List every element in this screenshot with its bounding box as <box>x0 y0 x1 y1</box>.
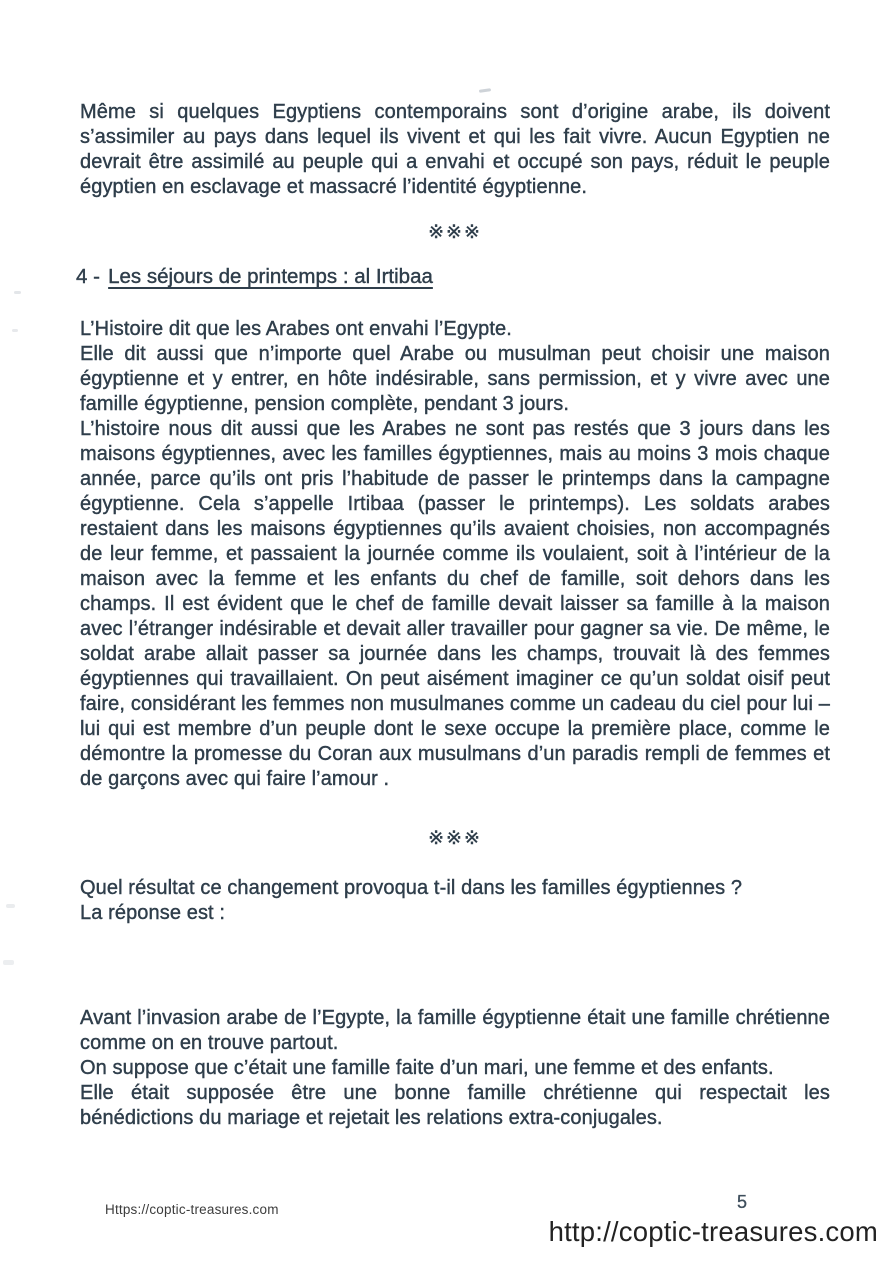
body-paragraph: L’Histoire dit que les Arabes ont envahi l’Egypte. <box>80 318 512 340</box>
answer-block <box>80 1006 830 1131</box>
intro-paragraph-block <box>80 100 830 200</box>
scan-artifact <box>14 291 21 294</box>
question-block <box>80 876 830 926</box>
section-number: 4 - <box>76 265 100 288</box>
section-title: Les séjours de printemps : al Irtibaa <box>108 265 433 288</box>
scan-artifact <box>3 960 14 965</box>
footer-watermark-url: Https://coptic-treasures.com <box>105 1202 279 1217</box>
footer-site-url: http://coptic-treasures.com <box>548 1216 878 1247</box>
body-paragraph: Elle dit aussi que n’importe quel Arabe ou musulman peut choisir une maison égyptienne et y entrer, en hôte indésirable, sans permission, et y vivre avec une famille égyptienne, pension complète, pendant 3 jours. <box>80 343 830 415</box>
answer-paragraph: On suppose que c’était une famille faite d’un mari, une femme et des enfants. <box>80 1057 774 1079</box>
scan-artifact <box>12 329 18 332</box>
scan-artifact <box>479 88 491 93</box>
intro-paragraph: Même si quelques Egyptiens contemporains sont d’origine arabe, ils doivent s’assimiler au pays dans lequel ils vivent et qui les fait vivre. Aucun Egyptien ne devrait être assimilé au peuple qui a envahi et occupé son pays, réduit le peuple égyptien en esclavage et massacré l’identité égyptienne. <box>80 101 830 198</box>
question-line: Quel résultat ce changement provoqua t-il dans les familles égyptiennes ? <box>80 877 743 899</box>
page-number: 5 <box>737 1192 748 1212</box>
answer-paragraph: Avant l’invasion arabe de l’Egypte, la famille égyptienne était une famille chrétienne comme on en trouve partout. <box>80 1007 830 1054</box>
scan-artifact <box>6 904 15 908</box>
section-separator: ※※※ <box>428 222 482 243</box>
body-paragraph: L’histoire nous dit aussi que les Arabes ne sont pas restés que 3 jours dans les maisons égyptiennes, avec les familles égyptiennes, mais au moins 3 mois chaque année, parce qu’ils ont pris l’habitude de passer le printemps dans la campagne égyptienne. Cela s’appelle Irtibaa (passer le printemps). Les soldats arabes restaient dans les maisons égyptiennes qu’ils avaient choisies, non accompagnés de leur femme, et passaient la journée comme ils voulaient, soit à l’intérieur de la maison avec la femme et les enfants du chef de famille, soit dehors dans les champs. Il est évident que le chef de famille devait laisser sa famille à la maison avec l’étranger indésirable et devait aller travailler pour gagner sa vie. De même, le soldat arabe allait passer sa journée dans les champs, trouvait là des femmes égyptiennes qui travaillaient. On peut aisément imaginer ce qu’un soldat oisif peut faire, considérant les femmes non musulmanes comme un cadeau du ciel pour lui – lui qui est membre d’un peuple dont le sexe occupe la première place, comme le démontre la promesse du Coran aux musulmans d’un paradis rempli de femmes et de garçons avec qui faire l’amour . <box>80 418 830 790</box>
answer-lead-line: La réponse est : <box>80 902 226 924</box>
section-separator: ※※※ <box>428 828 482 849</box>
section-heading <box>76 264 830 290</box>
section-body-block <box>80 317 830 792</box>
answer-paragraph: Elle était supposée être une bonne famille chrétienne qui respectait les bénédictions du mariage et rejetait les relations extra-conjugales. <box>80 1082 830 1129</box>
